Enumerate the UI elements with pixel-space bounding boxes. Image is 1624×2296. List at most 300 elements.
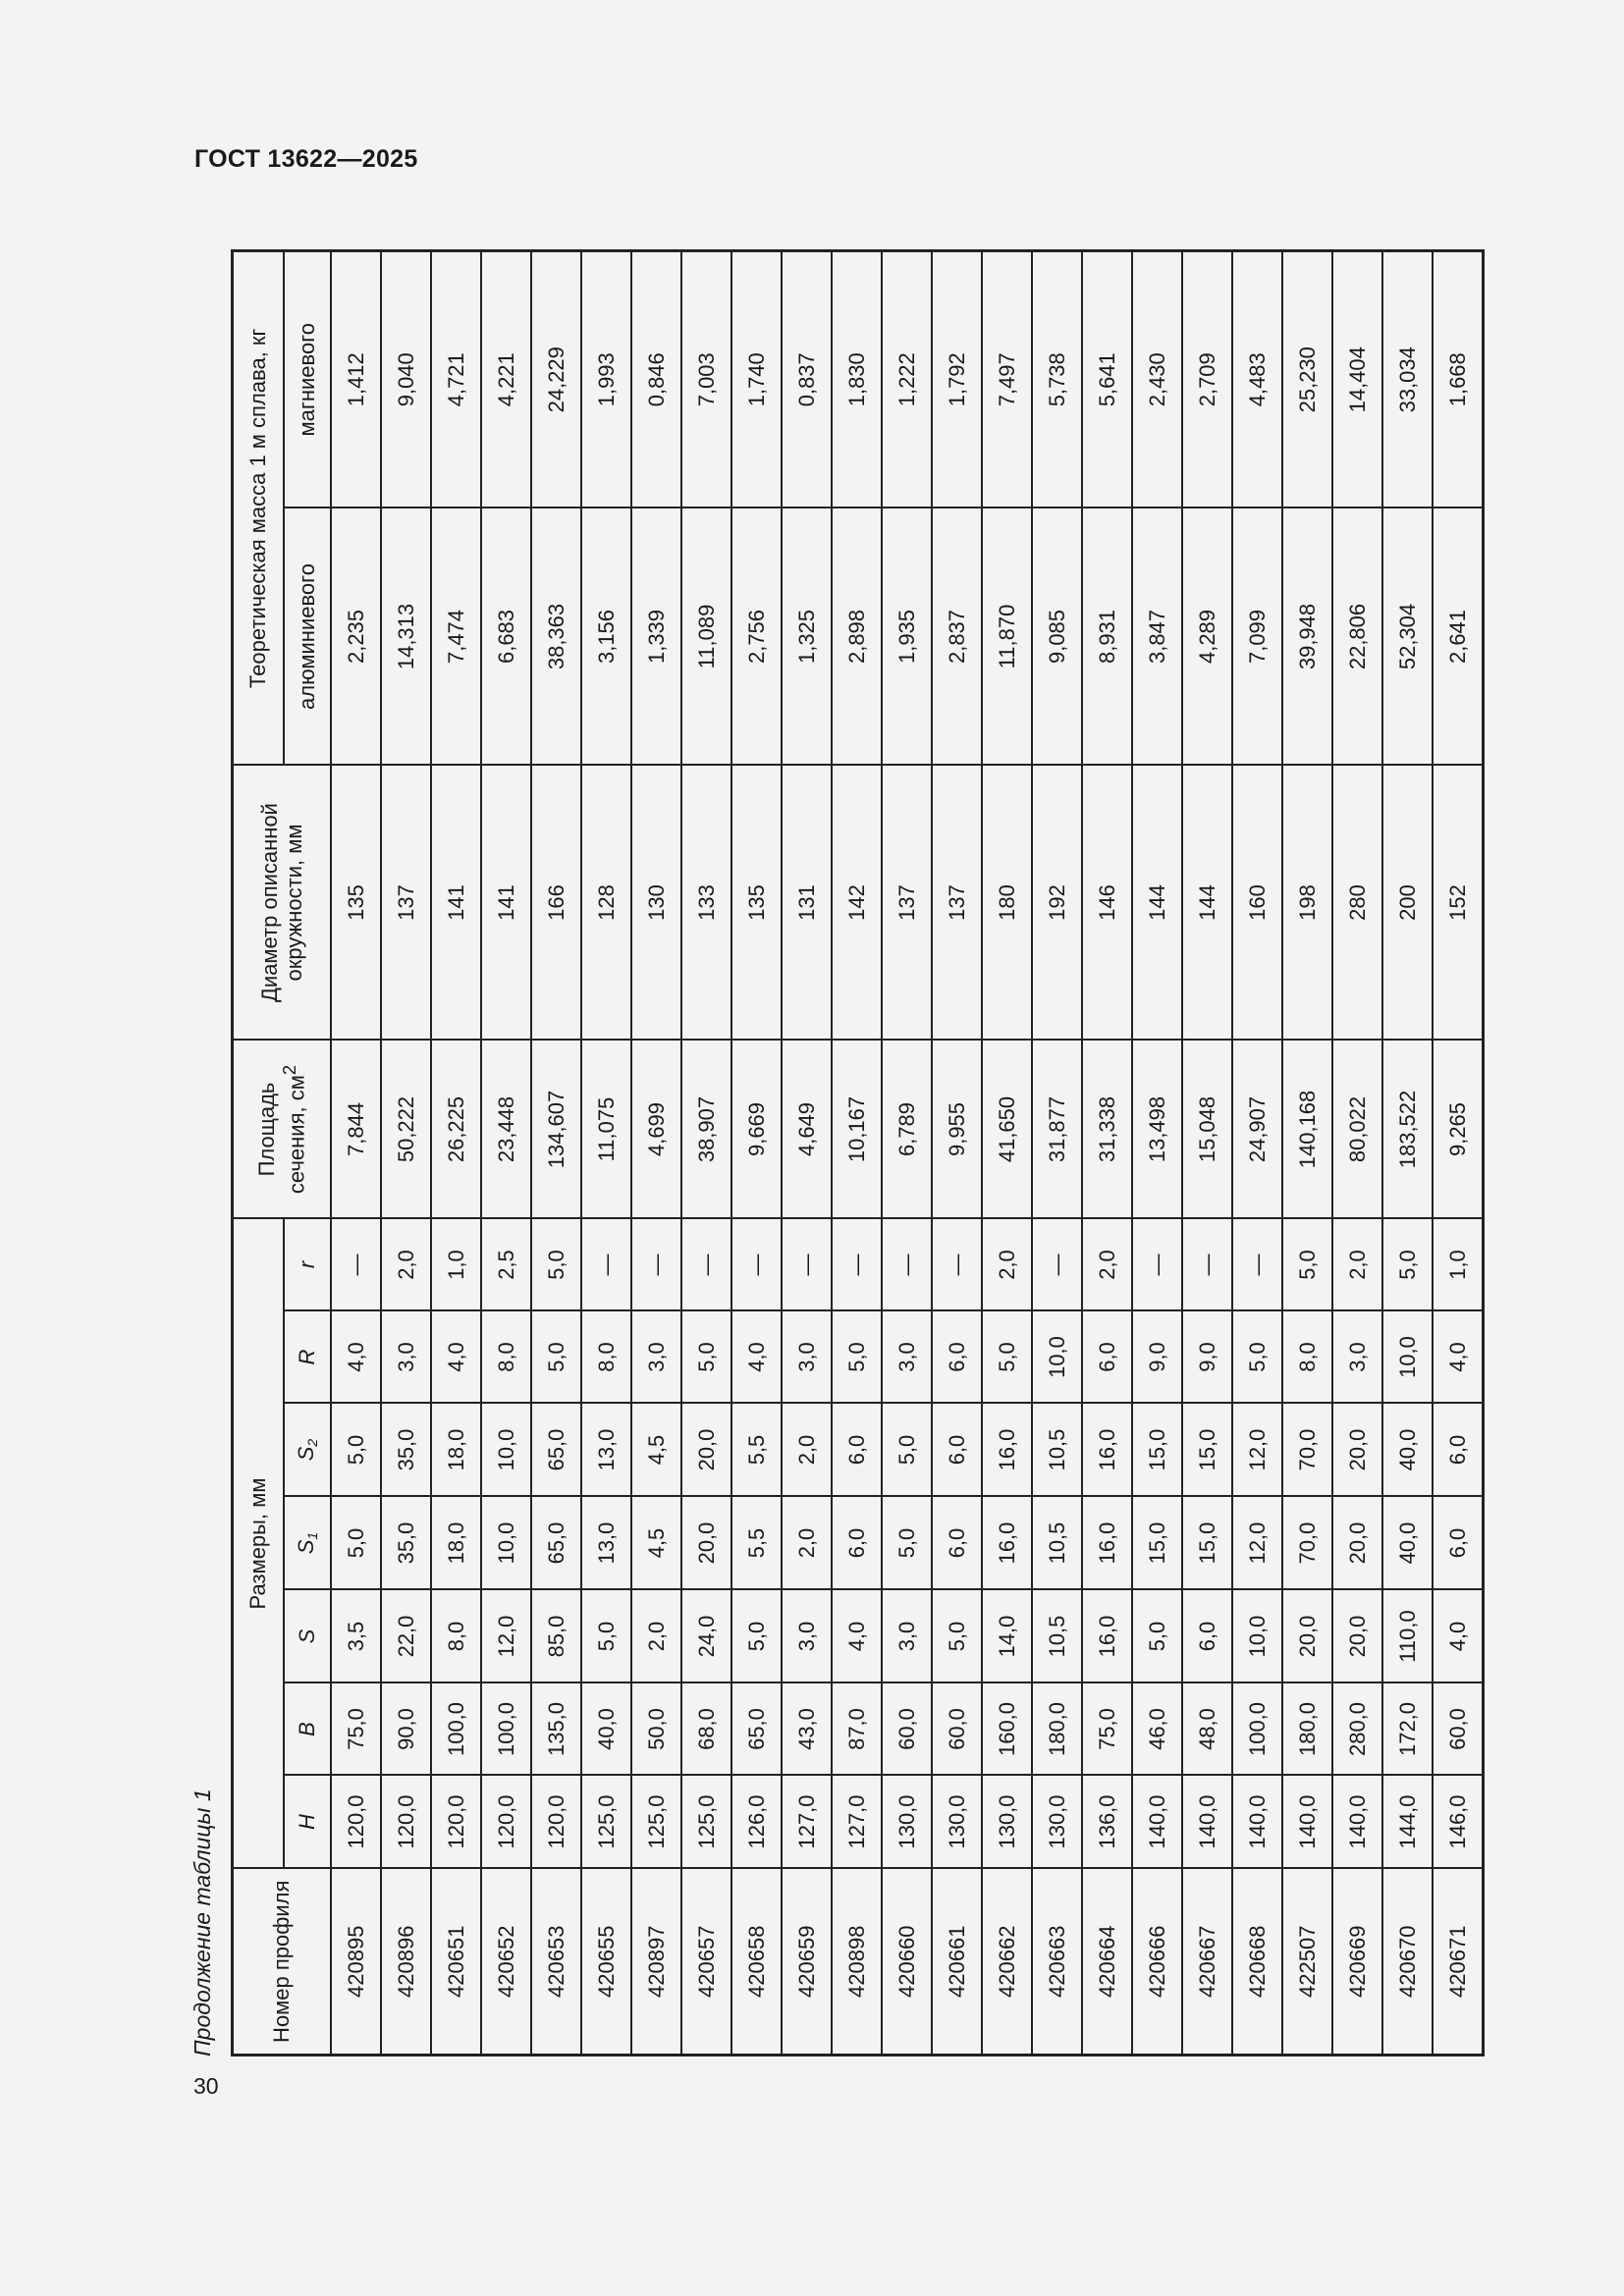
cell-mass-magnesium: 7,497 — [982, 251, 1032, 508]
cell-S1: 16,0 — [1082, 1497, 1132, 1590]
cell-S2: 20,0 — [681, 1404, 731, 1497]
header-r: r — [284, 1219, 331, 1311]
cell-area: 10,167 — [832, 1041, 882, 1219]
cell-R: 4,0 — [331, 1311, 381, 1404]
cell-H: 120,0 — [431, 1776, 481, 1869]
cell-R: 3,0 — [381, 1311, 431, 1404]
cell-B: 172,0 — [1382, 1683, 1433, 1776]
table-row — [1382, 251, 1433, 2056]
cell-area: 41,650 — [982, 1041, 1032, 1219]
cell-H: 140,0 — [1232, 1776, 1282, 1869]
cell-r: — — [932, 1219, 982, 1311]
cell-S2: 2,0 — [782, 1404, 832, 1497]
cell-diameter: 128 — [581, 766, 631, 1041]
cell-B: 100,0 — [481, 1683, 531, 1776]
cell-r: — — [631, 1219, 681, 1311]
cell-B: 160,0 — [982, 1683, 1032, 1776]
cell-mass-magnesium: 1,412 — [331, 251, 381, 508]
cell-B: 75,0 — [331, 1683, 381, 1776]
cell-r: 2,0 — [982, 1219, 1032, 1311]
cell-S2: 6,0 — [832, 1404, 882, 1497]
cell-S2: 13,0 — [581, 1404, 631, 1497]
cell-r: 5,0 — [1282, 1219, 1332, 1311]
cell-mass-aluminum: 7,474 — [431, 508, 481, 766]
cell-r: — — [1232, 1219, 1282, 1311]
cell-profile-number: 420896 — [381, 1869, 431, 2056]
cell-S1: 10,0 — [481, 1497, 531, 1590]
cell-profile-number: 420655 — [581, 1869, 631, 2056]
cell-r: 2,0 — [1082, 1219, 1132, 1311]
cell-mass-magnesium: 24,229 — [531, 251, 581, 508]
cell-S2: 15,0 — [1132, 1404, 1182, 1497]
cell-S1: 10,5 — [1032, 1497, 1082, 1590]
cell-S2: 15,0 — [1182, 1404, 1232, 1497]
cell-mass-magnesium: 1,668 — [1433, 251, 1484, 508]
cell-H: 144,0 — [1382, 1776, 1433, 1869]
table-row — [381, 251, 431, 2056]
cell-B: 75,0 — [1082, 1683, 1132, 1776]
cell-r: 5,0 — [531, 1219, 581, 1311]
cell-mass-magnesium: 0,837 — [782, 251, 832, 508]
cell-mass-aluminum: 52,304 — [1382, 508, 1433, 766]
cell-B: 280,0 — [1332, 1683, 1382, 1776]
cell-B: 135,0 — [531, 1683, 581, 1776]
cell-H: 120,0 — [531, 1776, 581, 1869]
cell-r: — — [731, 1219, 782, 1311]
cell-S: 20,0 — [1332, 1590, 1382, 1683]
cell-S: 12,0 — [481, 1590, 531, 1683]
cell-R: 6,0 — [932, 1311, 982, 1404]
cell-S1: 18,0 — [431, 1497, 481, 1590]
cell-H: 130,0 — [882, 1776, 932, 1869]
cell-diameter: 133 — [681, 766, 731, 1041]
cell-diameter: 192 — [1032, 766, 1082, 1041]
cell-area: 9,669 — [731, 1041, 782, 1219]
cell-S2: 70,0 — [1282, 1404, 1332, 1497]
cell-S1: 15,0 — [1132, 1497, 1182, 1590]
cell-H: 126,0 — [731, 1776, 782, 1869]
cell-R: 4,0 — [1433, 1311, 1484, 1404]
cell-profile-number: 420657 — [681, 1869, 731, 2056]
cell-profile-number: 420664 — [1082, 1869, 1132, 2056]
cell-area: 140,168 — [1282, 1041, 1332, 1219]
cell-mass-aluminum: 1,325 — [782, 508, 832, 766]
cell-S2: 12,0 — [1232, 1404, 1282, 1497]
header-R: R — [284, 1311, 331, 1404]
cell-R: 9,0 — [1182, 1311, 1232, 1404]
cell-H: 130,0 — [932, 1776, 982, 1869]
cell-H: 125,0 — [631, 1776, 681, 1869]
cell-S1: 13,0 — [581, 1497, 631, 1590]
cell-area: 6,789 — [882, 1041, 932, 1219]
header-mass-aluminum: алюминиевого — [284, 508, 331, 766]
cell-S1: 15,0 — [1182, 1497, 1232, 1590]
cell-diameter: 166 — [531, 766, 581, 1041]
header-S1 — [284, 1497, 331, 1590]
cell-profile-number: 420898 — [832, 1869, 882, 2056]
cell-mass-magnesium: 1,792 — [932, 251, 982, 508]
header-area-text: Площадь сечения, см — [254, 1075, 309, 1195]
cell-S: 22,0 — [381, 1590, 431, 1683]
cell-r: — — [1132, 1219, 1182, 1311]
cell-mass-aluminum: 38,363 — [531, 508, 581, 766]
cell-profile-number: 420667 — [1182, 1869, 1232, 2056]
header-dimensions: Размеры, мм — [233, 1219, 285, 1869]
table-row — [581, 251, 631, 2056]
header-mass: Теоретическая масса 1 м сплава, кг — [233, 251, 285, 766]
cell-S: 3,0 — [882, 1590, 932, 1683]
cell-R: 3,0 — [631, 1311, 681, 1404]
cell-mass-aluminum: 1,339 — [631, 508, 681, 766]
cell-mass-aluminum: 2,756 — [731, 508, 782, 766]
cell-diameter: 135 — [331, 766, 381, 1041]
header-area-sup: 2 — [279, 1064, 300, 1076]
cell-R: 8,0 — [1282, 1311, 1332, 1404]
cell-B: 65,0 — [731, 1683, 782, 1776]
cell-H: 120,0 — [481, 1776, 531, 1869]
cell-diameter: 137 — [882, 766, 932, 1041]
cell-profile-number: 420897 — [631, 1869, 681, 2056]
table-row — [431, 251, 481, 2056]
cell-S1: 6,0 — [832, 1497, 882, 1590]
cell-S: 3,5 — [331, 1590, 381, 1683]
cell-mass-magnesium: 1,222 — [882, 251, 932, 508]
cell-diameter: 144 — [1132, 766, 1182, 1041]
cell-S1: 12,0 — [1232, 1497, 1282, 1590]
cell-R: 10,0 — [1032, 1311, 1082, 1404]
table-row — [832, 251, 882, 2056]
table-row — [331, 251, 381, 2056]
cell-S: 5,0 — [1132, 1590, 1182, 1683]
cell-R: 10,0 — [1382, 1311, 1433, 1404]
cell-mass-aluminum: 2,837 — [932, 508, 982, 766]
table-row — [882, 251, 932, 2056]
cell-area: 13,498 — [1132, 1041, 1182, 1219]
cell-S2: 16,0 — [982, 1404, 1032, 1497]
cell-diameter: 152 — [1433, 766, 1484, 1041]
cell-diameter: 180 — [982, 766, 1032, 1041]
document-header: ГОСТ 13622—2025 — [194, 145, 418, 173]
cell-S: 5,0 — [731, 1590, 782, 1683]
cell-r: — — [832, 1219, 882, 1311]
cell-mass-magnesium: 9,040 — [381, 251, 431, 508]
cell-S1: 20,0 — [681, 1497, 731, 1590]
cell-mass-magnesium: 4,721 — [431, 251, 481, 508]
cell-S: 110,0 — [1382, 1590, 1433, 1683]
cell-profile-number: 420660 — [882, 1869, 932, 2056]
cell-S1: 4,5 — [631, 1497, 681, 1590]
cell-S2: 20,0 — [1332, 1404, 1382, 1497]
cell-S: 16,0 — [1082, 1590, 1132, 1683]
cell-mass-aluminum: 11,089 — [681, 508, 731, 766]
cell-S1: 16,0 — [982, 1497, 1032, 1590]
cell-H: 140,0 — [1332, 1776, 1382, 1869]
cell-mass-aluminum: 14,313 — [381, 508, 431, 766]
table-row — [1182, 251, 1232, 2056]
cell-diameter: 144 — [1182, 766, 1232, 1041]
cell-area: 31,877 — [1032, 1041, 1082, 1219]
header-area — [233, 1041, 332, 1219]
cell-area: 9,265 — [1433, 1041, 1484, 1219]
cell-S: 4,0 — [832, 1590, 882, 1683]
cell-S1: 2,0 — [782, 1497, 832, 1590]
cell-mass-aluminum: 8,931 — [1082, 508, 1132, 766]
cell-diameter: 137 — [381, 766, 431, 1041]
table-row — [681, 251, 731, 2056]
cell-B: 40,0 — [581, 1683, 631, 1776]
cell-H: 130,0 — [982, 1776, 1032, 1869]
cell-mass-aluminum: 4,289 — [1182, 508, 1232, 766]
cell-S: 8,0 — [431, 1590, 481, 1683]
cell-profile-number: 420652 — [481, 1869, 531, 2056]
header-diameter: Диаметр описанной окружности, мм — [233, 766, 332, 1041]
cell-S2: 10,0 — [481, 1404, 531, 1497]
cell-B: 60,0 — [932, 1683, 982, 1776]
cell-area: 24,907 — [1232, 1041, 1282, 1219]
cell-S: 10,0 — [1232, 1590, 1282, 1683]
cell-mass-magnesium: 5,738 — [1032, 251, 1082, 508]
cell-R: 5,0 — [982, 1311, 1032, 1404]
cell-r: — — [1032, 1219, 1082, 1311]
cell-r: — — [882, 1219, 932, 1311]
cell-mass-aluminum: 3,156 — [581, 508, 631, 766]
cell-diameter: 200 — [1382, 766, 1433, 1041]
cell-S1: 40,0 — [1382, 1497, 1433, 1590]
cell-mass-aluminum: 2,235 — [331, 508, 381, 766]
cell-area: 183,522 — [1382, 1041, 1433, 1219]
cell-mass-magnesium: 25,230 — [1282, 251, 1332, 508]
cell-mass-magnesium: 1,830 — [832, 251, 882, 508]
cell-S2: 6,0 — [932, 1404, 982, 1497]
cell-r: — — [782, 1219, 832, 1311]
cell-area: 23,448 — [481, 1041, 531, 1219]
cell-H: 125,0 — [681, 1776, 731, 1869]
cell-S1: 20,0 — [1332, 1497, 1382, 1590]
cell-mass-aluminum: 39,948 — [1282, 508, 1332, 766]
cell-r: 2,0 — [381, 1219, 431, 1311]
header-S: S — [284, 1590, 331, 1683]
cell-S1: 6,0 — [932, 1497, 982, 1590]
table-row — [1232, 251, 1282, 2056]
cell-S2: 65,0 — [531, 1404, 581, 1497]
cell-area: 15,048 — [1182, 1041, 1232, 1219]
header-S1-base: S — [294, 1539, 319, 1555]
cell-S2: 4,5 — [631, 1404, 681, 1497]
cell-r: 5,0 — [1382, 1219, 1433, 1311]
cell-S1: 35,0 — [381, 1497, 431, 1590]
cell-B: 87,0 — [832, 1683, 882, 1776]
cell-B: 43,0 — [782, 1683, 832, 1776]
cell-R: 4,0 — [731, 1311, 782, 1404]
cell-r: 2,5 — [481, 1219, 531, 1311]
cell-diameter: 160 — [1232, 766, 1282, 1041]
header-S1-sub: 1 — [304, 1531, 321, 1540]
profile-table — [231, 249, 1485, 2056]
cell-profile-number: 420895 — [331, 1869, 381, 2056]
page-number: 30 — [193, 2073, 219, 2099]
cell-S1: 5,5 — [731, 1497, 782, 1590]
header-S2 — [284, 1404, 331, 1497]
cell-B: 60,0 — [882, 1683, 932, 1776]
cell-mass-aluminum: 6,683 — [481, 508, 531, 766]
cell-mass-magnesium: 1,740 — [731, 251, 782, 508]
cell-S: 24,0 — [681, 1590, 731, 1683]
cell-S: 5,0 — [932, 1590, 982, 1683]
cell-area: 26,225 — [431, 1041, 481, 1219]
cell-area: 9,955 — [932, 1041, 982, 1219]
cell-r: — — [681, 1219, 731, 1311]
cell-S2: 35,0 — [381, 1404, 431, 1497]
cell-diameter: 146 — [1082, 766, 1132, 1041]
cell-B: 48,0 — [1182, 1683, 1232, 1776]
header-S2-sub: 2 — [304, 1438, 321, 1447]
table-row — [1332, 251, 1382, 2056]
rotated-table-container — [182, 211, 1488, 2056]
cell-area: 50,222 — [381, 1041, 431, 1219]
header-S2-base: S — [294, 1446, 319, 1462]
cell-S: 3,0 — [782, 1590, 832, 1683]
cell-S: 5,0 — [581, 1590, 631, 1683]
cell-R: 6,0 — [1082, 1311, 1132, 1404]
cell-profile-number: 420670 — [1382, 1869, 1433, 2056]
cell-S2: 40,0 — [1382, 1404, 1433, 1497]
cell-area: 4,649 — [782, 1041, 832, 1219]
cell-profile-number: 420663 — [1032, 1869, 1082, 2056]
cell-B: 60,0 — [1433, 1683, 1484, 1776]
cell-H: 146,0 — [1433, 1776, 1484, 1869]
cell-B: 180,0 — [1282, 1683, 1332, 1776]
cell-profile-number: 420661 — [932, 1869, 982, 2056]
cell-S: 85,0 — [531, 1590, 581, 1683]
cell-S: 4,0 — [1433, 1590, 1484, 1683]
cell-profile-number: 420653 — [531, 1869, 581, 2056]
cell-H: 140,0 — [1132, 1776, 1182, 1869]
cell-mass-aluminum: 3,847 — [1132, 508, 1182, 766]
cell-R: 5,0 — [832, 1311, 882, 1404]
cell-S2: 16,0 — [1082, 1404, 1132, 1497]
cell-S2: 18,0 — [431, 1404, 481, 1497]
table-row — [782, 251, 832, 2056]
table-row — [531, 251, 581, 2056]
cell-B: 90,0 — [381, 1683, 431, 1776]
cell-area: 31,338 — [1082, 1041, 1132, 1219]
cell-area: 38,907 — [681, 1041, 731, 1219]
cell-mass-aluminum: 2,898 — [832, 508, 882, 766]
cell-R: 5,0 — [531, 1311, 581, 1404]
cell-diameter: 131 — [782, 766, 832, 1041]
cell-S1: 65,0 — [531, 1497, 581, 1590]
cell-mass-magnesium: 5,641 — [1082, 251, 1132, 508]
cell-mass-magnesium: 2,709 — [1182, 251, 1232, 508]
table-row — [1032, 251, 1082, 2056]
cell-S1: 5,0 — [882, 1497, 932, 1590]
cell-r: 1,0 — [1433, 1219, 1484, 1311]
cell-r: 1,0 — [431, 1219, 481, 1311]
cell-mass-magnesium: 33,034 — [1382, 251, 1433, 508]
cell-profile-number: 420669 — [1332, 1869, 1382, 2056]
cell-profile-number: 420668 — [1232, 1869, 1282, 2056]
cell-profile-number: 420666 — [1132, 1869, 1182, 2056]
cell-H: 125,0 — [581, 1776, 631, 1869]
cell-diameter: 141 — [431, 766, 481, 1041]
cell-profile-number: 422507 — [1282, 1869, 1332, 2056]
cell-mass-aluminum: 9,085 — [1032, 508, 1082, 766]
cell-mass-magnesium: 4,483 — [1232, 251, 1282, 508]
cell-diameter: 130 — [631, 766, 681, 1041]
cell-B: 100,0 — [431, 1683, 481, 1776]
cell-S: 10,5 — [1032, 1590, 1082, 1683]
cell-mass-aluminum: 2,641 — [1433, 508, 1484, 766]
cell-B: 46,0 — [1132, 1683, 1182, 1776]
cell-S: 2,0 — [631, 1590, 681, 1683]
cell-H: 127,0 — [832, 1776, 882, 1869]
cell-H: 127,0 — [782, 1776, 832, 1869]
cell-diameter: 141 — [481, 766, 531, 1041]
table-row — [1082, 251, 1132, 2056]
table-caption: Продолжение таблицы 1 — [189, 1789, 215, 2056]
cell-S: 6,0 — [1182, 1590, 1232, 1683]
cell-B: 50,0 — [631, 1683, 681, 1776]
cell-area: 7,844 — [331, 1041, 381, 1219]
cell-S1: 70,0 — [1282, 1497, 1332, 1590]
cell-mass-magnesium: 7,003 — [681, 251, 731, 508]
cell-H: 120,0 — [331, 1776, 381, 1869]
cell-diameter: 137 — [932, 766, 982, 1041]
cell-diameter: 280 — [1332, 766, 1382, 1041]
table-row — [932, 251, 982, 2056]
table-row — [481, 251, 531, 2056]
cell-mass-magnesium: 2,430 — [1132, 251, 1182, 508]
table-row — [731, 251, 782, 2056]
cell-area: 4,699 — [631, 1041, 681, 1219]
cell-profile-number: 420659 — [782, 1869, 832, 2056]
cell-R: 5,0 — [681, 1311, 731, 1404]
cell-mass-magnesium: 14,404 — [1332, 251, 1382, 508]
cell-mass-aluminum: 11,870 — [982, 508, 1032, 766]
table-row — [1132, 251, 1182, 2056]
table-row — [631, 251, 681, 2056]
cell-profile-number: 420662 — [982, 1869, 1032, 2056]
cell-B: 68,0 — [681, 1683, 731, 1776]
cell-mass-aluminum: 1,935 — [882, 508, 932, 766]
header-profile-number: Номер профиля — [233, 1869, 332, 2056]
cell-B: 100,0 — [1232, 1683, 1282, 1776]
cell-H: 120,0 — [381, 1776, 431, 1869]
cell-r: 2,0 — [1332, 1219, 1382, 1311]
header-B: B — [284, 1683, 331, 1776]
cell-R: 8,0 — [581, 1311, 631, 1404]
cell-diameter: 198 — [1282, 766, 1332, 1041]
cell-R: 3,0 — [1332, 1311, 1382, 1404]
header-mass-magnesium: магниевого — [284, 251, 331, 508]
table-body — [331, 251, 1484, 2056]
cell-B: 180,0 — [1032, 1683, 1082, 1776]
cell-area: 11,075 — [581, 1041, 631, 1219]
cell-area: 80,022 — [1332, 1041, 1382, 1219]
cell-R: 5,0 — [1232, 1311, 1282, 1404]
cell-S2: 5,5 — [731, 1404, 782, 1497]
table-row — [982, 251, 1032, 2056]
table-row — [1282, 251, 1332, 2056]
cell-S2: 10,5 — [1032, 1404, 1082, 1497]
cell-R: 3,0 — [782, 1311, 832, 1404]
cell-mass-magnesium: 1,993 — [581, 251, 631, 508]
cell-S1: 6,0 — [1433, 1497, 1484, 1590]
cell-area: 134,607 — [531, 1041, 581, 1219]
cell-mass-aluminum: 7,099 — [1232, 508, 1282, 766]
cell-mass-magnesium: 4,221 — [481, 251, 531, 508]
table-row — [1433, 251, 1484, 2056]
